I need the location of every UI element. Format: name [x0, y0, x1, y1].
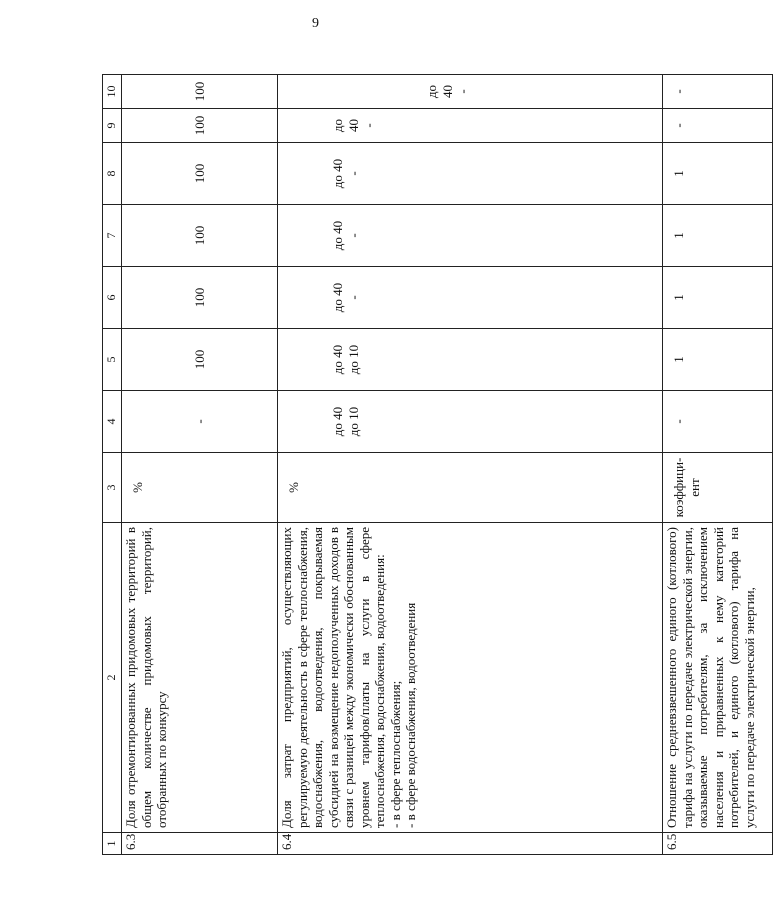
value-heat: до 40 [330, 344, 345, 375]
value-heat: до 40 [330, 220, 345, 251]
page-number: 9 [312, 16, 319, 31]
table-row [122, 75, 278, 855]
row-unit: коэффици-ент [663, 453, 773, 523]
value-cell [278, 75, 663, 109]
value-cell: - [122, 391, 278, 453]
table-row [663, 75, 773, 855]
header-cell: 2 [103, 523, 122, 833]
value-water: - [345, 233, 361, 238]
row-description [278, 523, 663, 833]
value-heat: до 40 [424, 84, 455, 99]
value-cell: - [663, 391, 773, 453]
header-cell: 4 [103, 391, 122, 453]
header-cell: 10 [103, 75, 122, 109]
row-number: 6.4 [278, 833, 663, 855]
header-cell: 5 [103, 329, 122, 391]
row-description-water: - в сфере водоснабжения, водоотведения [403, 602, 418, 828]
value-cell: 100 [122, 109, 278, 143]
value-cell: 1 [663, 205, 773, 267]
value-cell: 1 [663, 267, 773, 329]
header-cell: 8 [103, 143, 122, 205]
value-water: - [345, 171, 361, 176]
table-row [278, 75, 663, 855]
value-cell: - [663, 109, 773, 143]
header-cell: 6 [103, 267, 122, 329]
row-unit: % [122, 453, 278, 523]
row-description-heat: - в сфере теплоснабжения; [387, 680, 403, 828]
value-cell: - [663, 75, 773, 109]
value-water: до 10 [345, 344, 361, 375]
value-cell: 100 [122, 75, 278, 109]
value-cell: 100 [122, 329, 278, 391]
value-cell [278, 391, 663, 453]
value-water: - [345, 295, 361, 300]
indicators-table [102, 74, 773, 855]
value-cell: 100 [122, 205, 278, 267]
value-cell: 1 [663, 329, 773, 391]
value-heat: до 40 [330, 282, 345, 313]
row-description: Отношение средневзвешенного единого (котлового) тарифа на услуги по передаче электрической энергии, оказываемые потребителям, за исключением населения и приравненных к нему категорий потребителей, и единого (котлового) тарифа на услуги по передаче электрической энергии, [663, 523, 773, 833]
value-cell [278, 143, 663, 205]
header-cell: 3 [103, 453, 122, 523]
header-cell: 7 [103, 205, 122, 267]
value-cell [278, 267, 663, 329]
value-water: - [361, 123, 376, 128]
value-water: до 10 [345, 406, 361, 437]
value-cell: 100 [122, 143, 278, 205]
header-cell: 1 [103, 833, 122, 855]
value-cell [278, 109, 663, 143]
value-heat: до 40 [330, 158, 345, 189]
row-number: 6.3 [122, 833, 278, 855]
value-cell [278, 205, 663, 267]
header-row [103, 75, 122, 855]
header-cell: 9 [103, 109, 122, 143]
row-description: Доля отремонтированных придомовых территорий в общем количестве придомовых территорий, отобранных по конкурсу [122, 523, 278, 833]
value-water: - [455, 89, 470, 94]
value-cell [278, 329, 663, 391]
value-heat: до 40 [330, 118, 361, 133]
rotated-table-wrapper [102, 75, 757, 855]
row-description-main: Доля затрат предприятий, осуществляющих регулируемую деятельность в сфере теплоснабжения, водоснабжения, водоотведения, покрываемая субсидией на возмещение недополученных доходов в связи с разницей между экономически обоснованным уровнем тарифов/платы на услуги в сфере теплоснабжения, водоснабжения, водоотведения: [279, 527, 387, 828]
row-number: 6.5 [663, 833, 773, 855]
value-cell: 100 [122, 267, 278, 329]
value-cell: 1 [663, 143, 773, 205]
value-heat: до 40 [330, 406, 345, 437]
row-unit: % [278, 453, 663, 523]
